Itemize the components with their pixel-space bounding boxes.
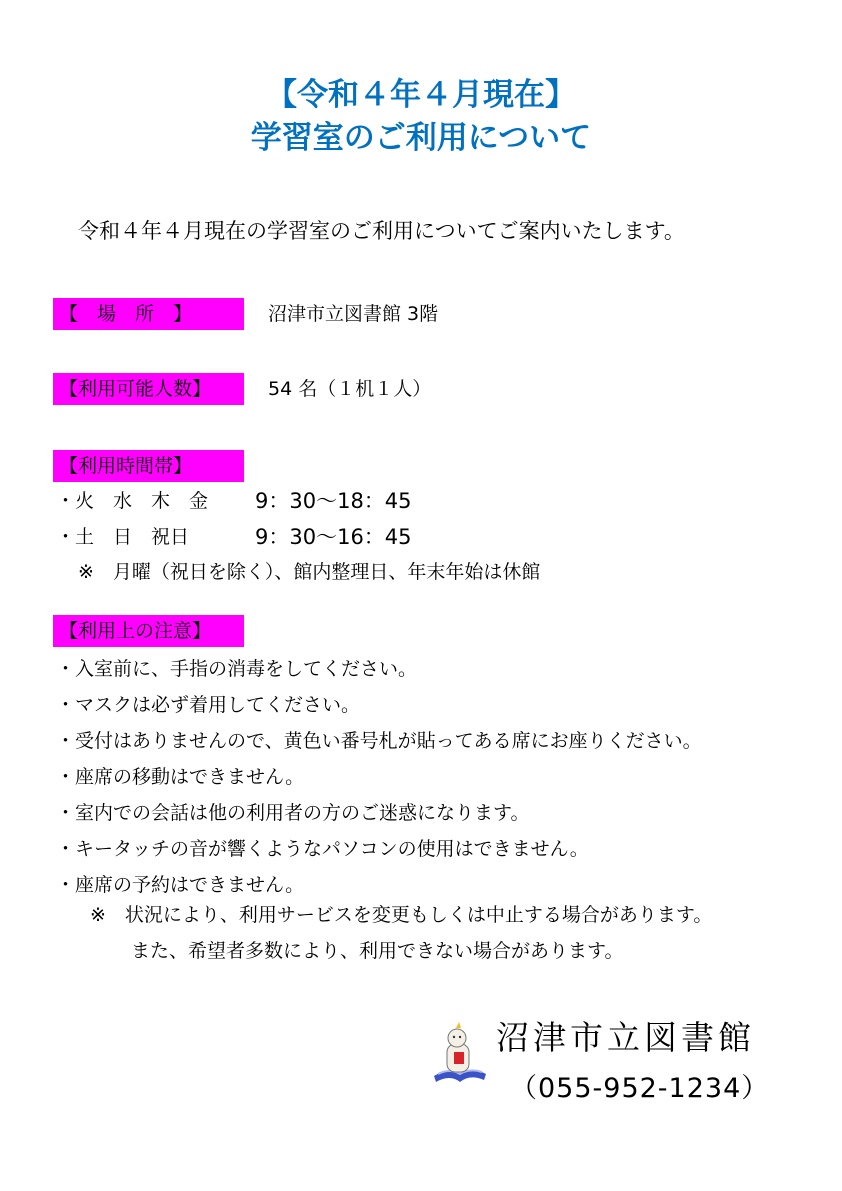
library-phone: （055-952-1234）: [510, 1073, 770, 1104]
capacity-label: 【利用可能人数】: [53, 373, 244, 405]
caution-item: ・座席の移動はできません。: [56, 766, 305, 788]
hours-row-weekend: [56, 522, 189, 552]
notice-title-date: 【令和４年４月現在】: [266, 77, 576, 113]
caution-note: ※ 状況により、利用サービスを変更もしくは中止する場合があります。: [90, 904, 713, 926]
hours-time-weekend: 9：30～16：45: [255, 525, 412, 549]
hours-label: 【利用時間帯】: [53, 450, 244, 482]
caution-item: ・座席の予約はできません。: [56, 874, 305, 896]
caution-item: ・キータッチの音が響くようなパソコンの使用はできません。: [56, 838, 589, 860]
place-label: 【 場 所 】: [53, 298, 244, 330]
notice-title: 学習室のご利用について: [250, 120, 592, 156]
caution-note: また、希望者多数により、利用できない場合があります。: [131, 940, 624, 962]
hours-note: ※ 月曜（祝日を除く）、館内整理日、年末年始は休館: [78, 561, 541, 583]
hours-days: ・火 水 木 金: [56, 490, 209, 512]
caution-item: ・マスクは必ず着用してください。: [56, 694, 361, 716]
caution-item: ・室内での会話は他の利用者の方のご迷惑になります。: [56, 802, 530, 824]
intro-text: 令和４年４月現在の学習室のご利用についてご案内いたします。: [78, 219, 685, 243]
cautions-label: 【利用上の注意】: [53, 615, 244, 647]
capacity-value: 54 名（１机１人）: [268, 378, 432, 400]
library-mascot-icon: [430, 1022, 490, 1086]
hours-time-weekday: 9：30～18：45: [255, 489, 412, 513]
library-name: 沼津市立図書館: [496, 1018, 755, 1057]
hours-row-weekday: [56, 486, 208, 516]
caution-item: ・受付はありませんので、黄色い番号札が貼ってある席にお座りください。: [56, 730, 702, 752]
hours-days: ・土 日 祝日: [56, 526, 190, 548]
place-value: 沼津市立図書館 3階: [268, 303, 439, 325]
caution-item: ・入室前に、手指の消毒をしてください。: [56, 658, 418, 680]
